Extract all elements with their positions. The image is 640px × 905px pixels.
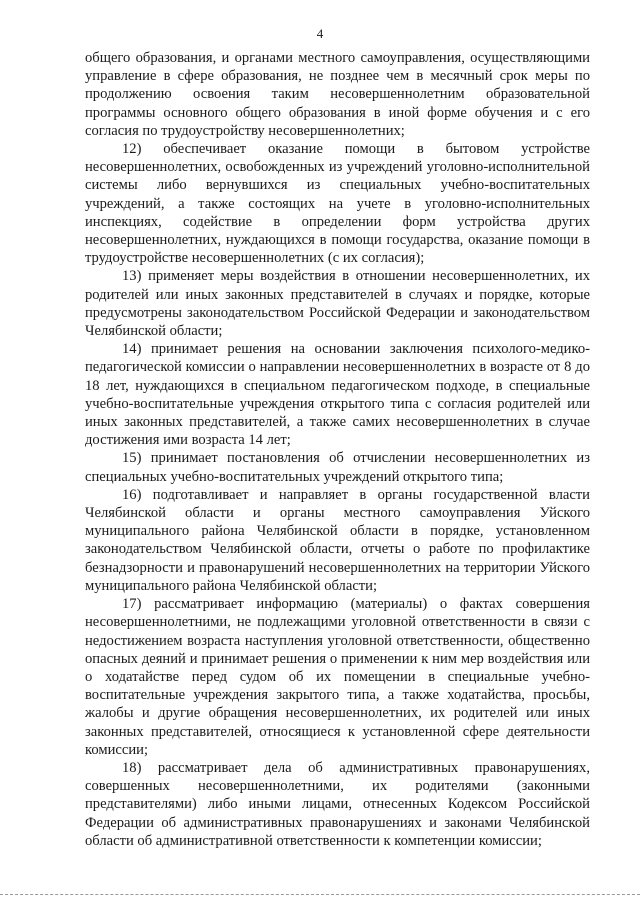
- paragraph-item-17: 17) рассматривает информацию (материалы) о фактах совершения несовершеннолетними, не подлежащими уголовной ответственности в связи с недостижением возраста наступления уголовной ответственности, общественно опасных деяний и принимает решения о применении к ним мер воздействия или о ходатайстве перед судом об их помещении в специальные учебно-воспитательные учреждения закрытого типа, а также ходатайства, просьбы, жалобы и другие обращения несовершеннолетних, их родителей или иных законных представителей, относящиеся к установленной сфере деятельности комиссии;: [85, 596, 590, 758]
- paragraph-item-13: 13) применяет меры воздействия в отношении несовершеннолетних, их родителей или иных законных представителей в случаях и порядке, которые предусмотрены законодательством Российской Федерации и законодательством Челябинской области;: [85, 268, 590, 340]
- paragraph-item-15: 15) принимает постановления об отчислении несовершеннолетних из специальных учебно-воспитательных учреждений открытого типа;: [85, 450, 590, 485]
- paragraph-item-14: 14) принимает решения на основании заключения психолого-медико-педагогической комиссии о направлении несовершеннолетних в возрасте от 8 до 18 лет, нуждающихся в специальном педагогическом подходе, в специальные учебно-воспитательные учреждения открытого типа с согласия родителей или иных законных представителей, а также самих несовершеннолетних в случае достижения ими возраста 14 лет;: [85, 341, 590, 449]
- paragraph-item-18: 18) рассматривает дела об административных правонарушениях, совершенных несовершеннолетними, их родителями (законными представителями) либо иными лицами, отнесенных Кодексом Российской Федерации об административных правонарушениях и законами Челябинской области об административной ответственности к компетенции комиссии;: [85, 759, 590, 849]
- paragraph-item-12: 12) обеспечивает оказание помощи в бытовом устройстве несовершеннолетних, освобожденных из учреждений уголовно-исполнительной системы либо вернувшихся из специальных учебно-воспитательных учреждений, а также состоящих на учете в уголовно-исполнительных инспекциях, содействие в определении форм устройства других несовершеннолетних, нуждающихся в помощи государства, оказание помощи в трудоустройстве несовершеннолетних (с их согласия);: [85, 141, 590, 267]
- paragraph-item-16: 16) подготавливает и направляет в органы государственной власти Челябинской области и органы местного самоуправления Уйского муниципального района Челябинской области в порядке, установленном законодательством Челябинской области, отчеты о работе по профилактике безнадзорности и правонарушений несовершеннолетних на территории Уйского муниципального района Челябинской области;: [85, 486, 590, 594]
- page-bottom-divider: [0, 894, 640, 895]
- page-number: 4: [316, 26, 324, 41]
- document-body: [85, 49, 590, 850]
- paragraph-continuation: общего образования, и органами местного самоуправления, осуществляющими управление в сфере образования, не позднее чем в месячный срок меры по продолжению освоения таким несовершеннолетним образовательной программы основного общего образования в иной форме обучения и с его согласия по трудоустройству несовершеннолетних;: [85, 50, 590, 139]
